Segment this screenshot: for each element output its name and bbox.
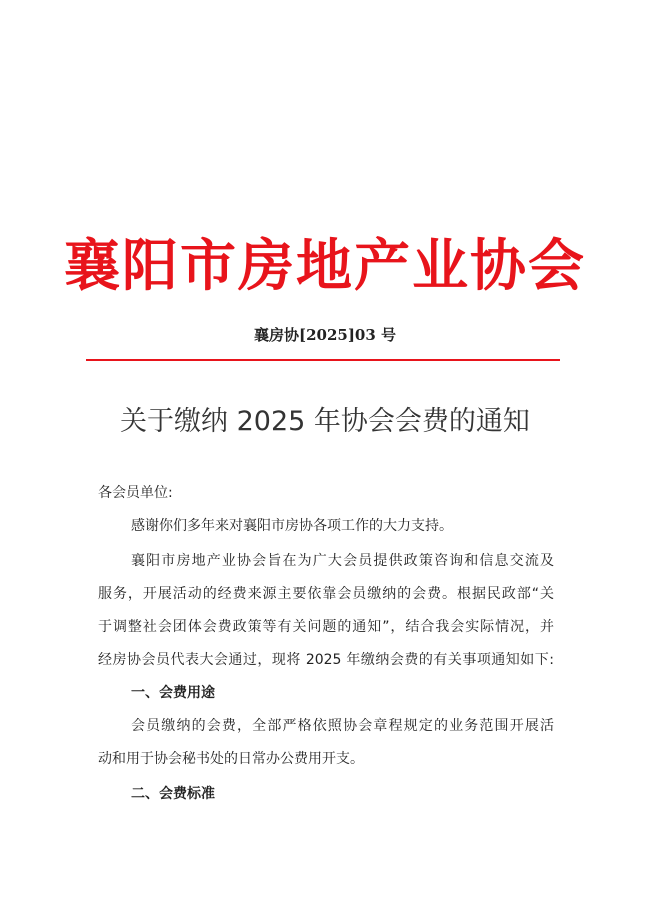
section-heading: 一、会费用途	[131, 685, 215, 701]
organization-name: 襄阳市房地产业协会	[64, 233, 586, 299]
section-heading: 二、会费标准	[131, 786, 215, 802]
red-divider	[86, 359, 560, 361]
paragraph-line: 动和用于协会秘书处的日常办公费用开支。	[98, 751, 364, 767]
notice-title: 关于缴纳 2025 年协会会费的通知	[120, 406, 530, 437]
paragraph-line: 经房协会员代表大会通过，现将 2025 年缴纳会费的有关事项通知如下:	[98, 652, 554, 668]
paragraph-line: 于调整社会团体会费政策等有关问题的通知”，结合我会实际情况，并	[98, 619, 554, 635]
paragraph-line: 会员缴纳的会费，全部严格依照协会章程规定的业务范围开展活	[131, 718, 554, 734]
salutation: 各会员单位:	[98, 485, 173, 501]
notice-body	[98, 477, 554, 811]
paragraph-line: 襄阳市房地产业协会旨在为广大会员提供政策咨询和信息交流及	[131, 553, 554, 569]
thanks-paragraph: 感谢你们多年来对襄阳市房协各项工作的大力支持。	[131, 518, 453, 534]
document-number: 襄房协[2025]03 号	[253, 326, 397, 344]
paragraph-line: 服务，开展活动的经费来源主要依靠会员缴纳的会费。根据民政部“关	[98, 586, 554, 602]
